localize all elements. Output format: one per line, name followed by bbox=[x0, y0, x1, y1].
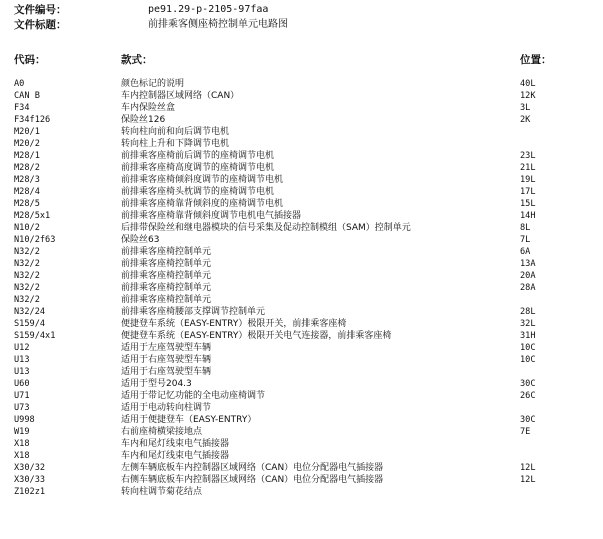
table-row bbox=[14, 114, 603, 126]
component-description: 车内和尾灯线束电气插接器 bbox=[121, 439, 230, 449]
component-position: 12L bbox=[520, 475, 536, 485]
table-row bbox=[14, 354, 603, 366]
component-description: 转向柱上升和下降调节电机 bbox=[121, 139, 230, 149]
component-description: 右前座椅横梁接地点 bbox=[121, 427, 203, 437]
component-code: X18 bbox=[14, 439, 30, 449]
component-code: M20/2 bbox=[14, 139, 40, 149]
component-code: F34f126 bbox=[14, 115, 51, 125]
table-row bbox=[14, 378, 603, 390]
component-position: 12K bbox=[520, 91, 536, 101]
doc-title-value: 前排乘客侧座椅控制单元电路图 bbox=[148, 19, 288, 30]
table-row bbox=[14, 222, 603, 234]
component-position: 21L bbox=[520, 163, 536, 173]
header-description: 款式： bbox=[121, 54, 153, 66]
table-row bbox=[14, 474, 603, 486]
table-row bbox=[14, 390, 603, 402]
table-row bbox=[14, 366, 603, 378]
table-row bbox=[14, 138, 603, 150]
component-position: 20A bbox=[520, 271, 536, 281]
component-code: M28/2 bbox=[14, 163, 40, 173]
doc-title-label: 文件标题： bbox=[14, 19, 67, 31]
component-position: 2K bbox=[520, 115, 531, 125]
table-row bbox=[14, 78, 603, 90]
component-description: 前排乘客座椅控制单元 bbox=[121, 283, 212, 293]
component-description: 适用于右座驾驶型车辆 bbox=[121, 355, 212, 365]
component-code: M28/3 bbox=[14, 175, 40, 185]
table-row bbox=[14, 450, 603, 462]
component-code: N10/2 bbox=[14, 223, 40, 233]
component-position: 3L bbox=[520, 103, 531, 113]
header-code: 代码： bbox=[14, 54, 46, 66]
component-description: 便捷登车系统（EASY-ENTRY）极限开关电气连接器，前排乘客座椅 bbox=[121, 331, 392, 341]
component-position: 7L bbox=[520, 235, 531, 245]
table-row bbox=[14, 234, 603, 246]
table-row bbox=[14, 270, 603, 282]
component-description: 前排乘客座椅靠背倾斜度的座椅调节电机 bbox=[121, 199, 284, 209]
component-description: 前排乘客座椅控制单元 bbox=[121, 295, 212, 305]
table-row bbox=[14, 126, 603, 138]
component-position: 19L bbox=[520, 175, 536, 185]
component-position: 23L bbox=[520, 151, 536, 161]
component-position: 32L bbox=[520, 319, 536, 329]
component-description: 适用于电动转向柱调节 bbox=[121, 403, 212, 413]
component-description: 左侧车辆底板车内控制器区域网络（CAN）电位分配器电气插接器 bbox=[121, 463, 384, 473]
table-row bbox=[14, 174, 603, 186]
component-description: 适用于型号204.3 bbox=[121, 379, 192, 389]
component-code: X18 bbox=[14, 451, 30, 461]
table-row bbox=[14, 462, 603, 474]
component-code: N32/2 bbox=[14, 283, 40, 293]
doc-number-label: 文件编号： bbox=[14, 4, 67, 16]
component-description: 保险丝63 bbox=[121, 235, 160, 245]
component-position: 17L bbox=[520, 187, 536, 197]
component-code: U998 bbox=[14, 415, 35, 425]
component-code: Z102z1 bbox=[14, 487, 46, 497]
component-code: U13 bbox=[14, 355, 30, 365]
component-code: N32/2 bbox=[14, 259, 40, 269]
component-position: 7E bbox=[520, 427, 531, 437]
component-code: X30/32 bbox=[14, 463, 46, 473]
table-row bbox=[14, 258, 603, 270]
table-row bbox=[14, 438, 603, 450]
component-code: M28/1 bbox=[14, 151, 40, 161]
table-row bbox=[14, 198, 603, 210]
component-description: 适用于带记忆功能的全电动座椅调节 bbox=[121, 391, 266, 401]
component-code: U73 bbox=[14, 403, 30, 413]
component-code: N32/2 bbox=[14, 247, 40, 257]
component-code: U13 bbox=[14, 367, 30, 377]
component-description: 前排乘客座椅控制单元 bbox=[121, 271, 212, 281]
component-code: A0 bbox=[14, 79, 25, 89]
component-position: 31H bbox=[520, 331, 536, 341]
component-description: 前排乘客座椅控制单元 bbox=[121, 247, 212, 257]
table-row bbox=[14, 414, 603, 426]
component-description: 车内保险丝盒 bbox=[121, 103, 176, 113]
table-row bbox=[14, 90, 603, 102]
component-description: 前排乘客座椅控制单元 bbox=[121, 259, 212, 269]
component-description: 车内和尾灯线束电气插接器 bbox=[121, 451, 230, 461]
component-description: 前排乘客座椅倾斜度调节的座椅调节电机 bbox=[121, 175, 284, 185]
component-position: 15L bbox=[520, 199, 536, 209]
component-description: 前排乘客座椅高度调节的座椅调节电机 bbox=[121, 163, 275, 173]
component-position: 28A bbox=[520, 283, 536, 293]
component-table bbox=[14, 78, 603, 498]
table-row bbox=[14, 318, 603, 330]
component-description: 后排带保险丝和继电器模块的信号采集及促动控制模组（SAM）控制单元 bbox=[121, 223, 411, 233]
table-row bbox=[14, 102, 603, 114]
component-position: 6A bbox=[520, 247, 531, 257]
component-description: 车内控制器区域网络（CAN） bbox=[121, 91, 240, 101]
table-row bbox=[14, 306, 603, 318]
table-row bbox=[14, 402, 603, 414]
component-code: M28/5 bbox=[14, 199, 40, 209]
component-code: CAN B bbox=[14, 91, 40, 101]
component-position: 14H bbox=[520, 211, 536, 221]
component-code: M28/5x1 bbox=[14, 211, 51, 221]
component-code: X30/33 bbox=[14, 475, 46, 485]
header-position: 位置： bbox=[520, 54, 552, 66]
component-description: 前排乘客座椅头枕调节的座椅调节电机 bbox=[121, 187, 275, 197]
table-row bbox=[14, 486, 603, 498]
table-row bbox=[14, 210, 603, 222]
table-row bbox=[14, 342, 603, 354]
component-description: 适用于左座驾驶型车辆 bbox=[121, 343, 212, 353]
component-position: 8L bbox=[520, 223, 531, 233]
component-position: 30C bbox=[520, 415, 536, 425]
component-code: U12 bbox=[14, 343, 30, 353]
component-code: U60 bbox=[14, 379, 30, 389]
component-position: 30C bbox=[520, 379, 536, 389]
component-description: 右侧车辆底板车内控制器区域网络（CAN）电位分配器电气插接器 bbox=[121, 475, 384, 485]
table-header bbox=[14, 52, 603, 68]
component-code: W19 bbox=[14, 427, 30, 437]
component-position: 10C bbox=[520, 355, 536, 365]
doc-number-value: pe91.29-p-2105-97faa bbox=[148, 4, 269, 15]
table-row bbox=[14, 426, 603, 438]
component-description: 转向柱向前和向后调节电机 bbox=[121, 127, 230, 137]
table-row bbox=[14, 330, 603, 342]
component-description: 前排乘客座椅靠背倾斜度调节电机电气插接器 bbox=[121, 211, 302, 221]
component-position: 13A bbox=[520, 259, 536, 269]
component-description: 转向柱调节菊花结点 bbox=[121, 487, 203, 497]
component-code: N10/2f63 bbox=[14, 235, 56, 245]
component-code: N32/2 bbox=[14, 295, 40, 305]
component-position: 40L bbox=[520, 79, 536, 89]
component-code: F34 bbox=[14, 103, 30, 113]
table-row bbox=[14, 186, 603, 198]
component-code: N32/2 bbox=[14, 271, 40, 281]
component-description: 颜色标记的说明 bbox=[121, 79, 185, 89]
component-position: 12L bbox=[520, 463, 536, 473]
component-position: 26C bbox=[520, 391, 536, 401]
component-code: M20/1 bbox=[14, 127, 40, 137]
table-row bbox=[14, 282, 603, 294]
component-code: S159/4 bbox=[14, 319, 46, 329]
component-description: 保险丝126 bbox=[121, 115, 166, 125]
component-description: 前排乘客座椅腰部支撑调节控制单元 bbox=[121, 307, 266, 317]
component-description: 适用于右座驾驶型车辆 bbox=[121, 367, 212, 377]
table-row bbox=[14, 294, 603, 306]
component-code: N32/24 bbox=[14, 307, 46, 317]
component-description: 适用于便捷登车（EASY-ENTRY） bbox=[121, 415, 257, 425]
component-code: U71 bbox=[14, 391, 30, 401]
table-row bbox=[14, 150, 603, 162]
table-row bbox=[14, 246, 603, 258]
component-position: 10C bbox=[520, 343, 536, 353]
component-description: 前排乘客座椅前后调节的座椅调节电机 bbox=[121, 151, 275, 161]
component-code: M28/4 bbox=[14, 187, 40, 197]
component-description: 便捷登车系统（EASY-ENTRY）极限开关，前排乘客座椅 bbox=[121, 319, 347, 329]
table-row bbox=[14, 162, 603, 174]
component-position: 28L bbox=[520, 307, 536, 317]
component-code: S159/4x1 bbox=[14, 331, 56, 341]
